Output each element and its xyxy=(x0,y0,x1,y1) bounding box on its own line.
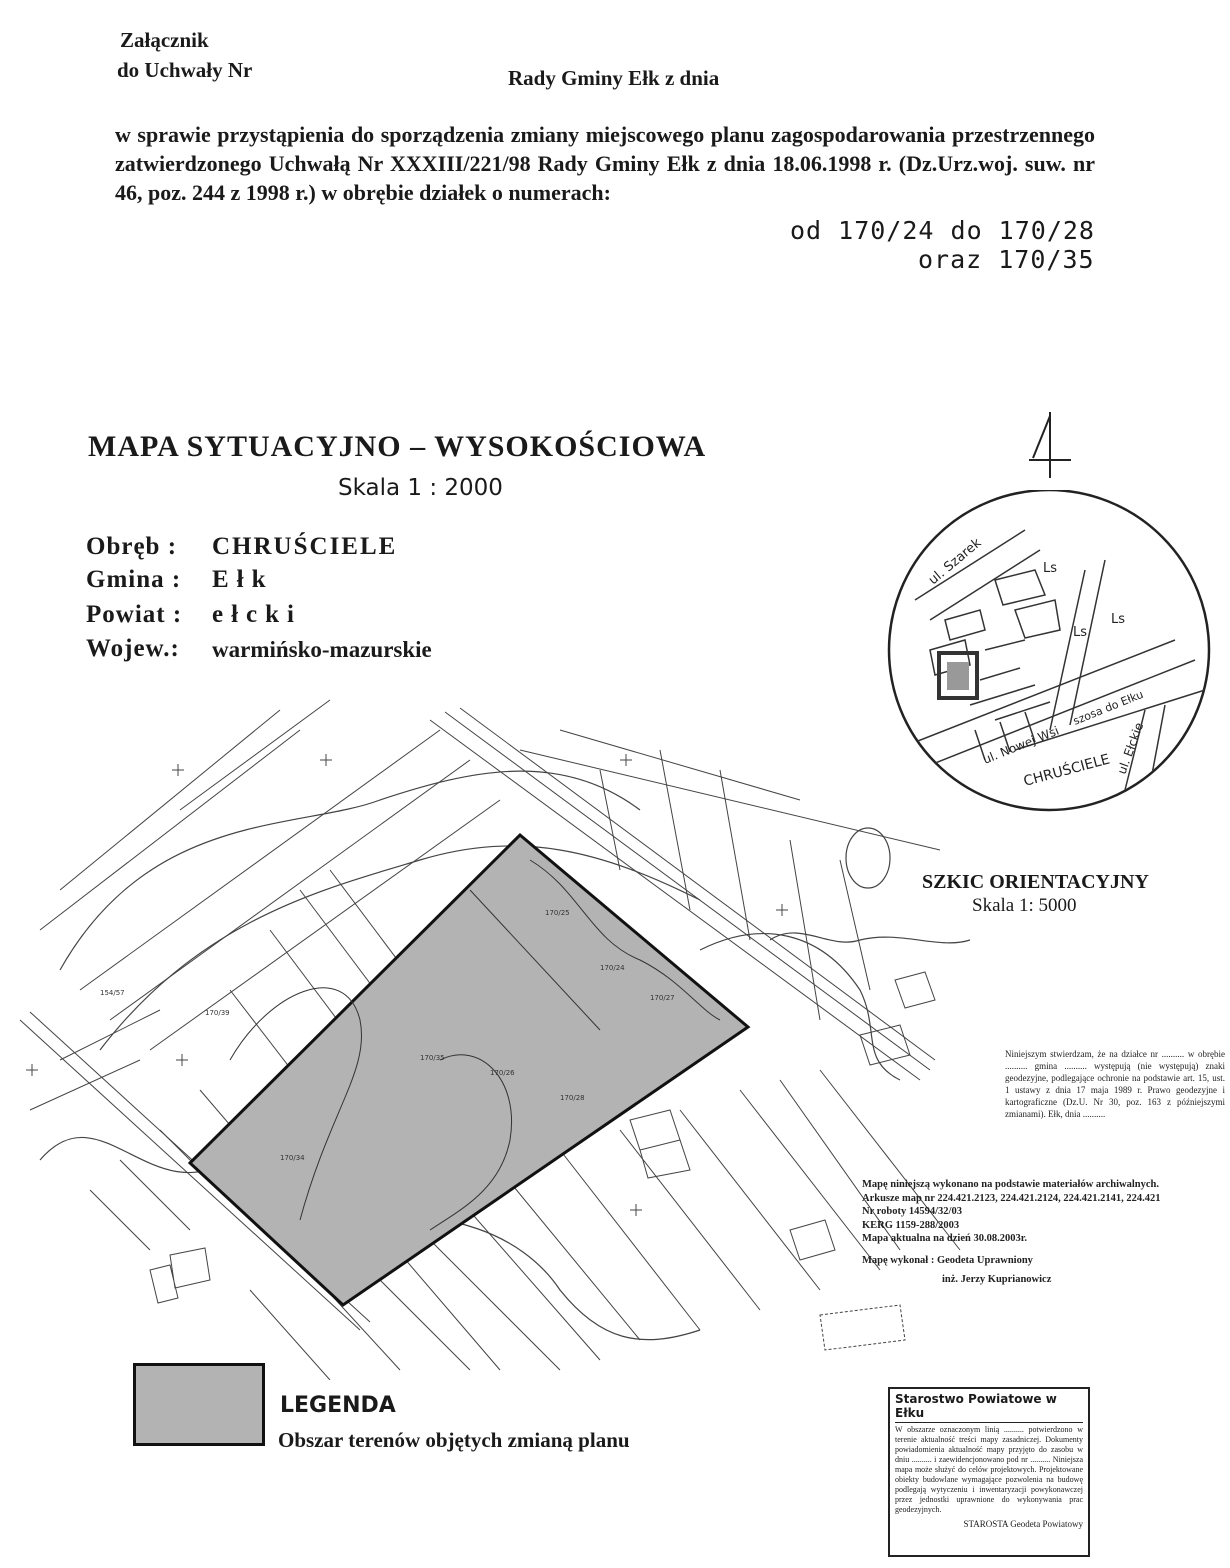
annex-label: Załącznik xyxy=(120,28,209,52)
svg-text:170/26: 170/26 xyxy=(490,1069,515,1077)
sketch-label-ls2: Ls xyxy=(1073,625,1088,640)
gmina-value: Ełk xyxy=(212,566,274,593)
svg-text:154/57: 154/57 xyxy=(100,989,125,997)
source-note xyxy=(862,1178,1228,1287)
sketch-label-street1: ul. Szarek xyxy=(925,535,985,589)
map-building xyxy=(630,1110,690,1178)
stamp-title: Starostwo Powiatowe w Ełku xyxy=(895,1392,1083,1423)
svg-text:170/27: 170/27 xyxy=(650,994,675,1002)
legend-title: LEGENDA xyxy=(280,1393,396,1418)
resolution-number-label: do Uchwały Nr xyxy=(117,58,253,82)
obreb-value: CHRUŚCIELE xyxy=(212,533,398,560)
map-scale: Skala 1 : 2000 xyxy=(338,475,503,501)
council-date-label: Rady Gminy Ełk z dnia xyxy=(508,66,720,90)
source-line-7: inż. Jerzy Kuprianowicz xyxy=(942,1274,1052,1285)
map-building xyxy=(790,1220,835,1260)
svg-text:170/28: 170/28 xyxy=(560,1094,585,1102)
sketch-label-street2: ul. Nowej Wsi xyxy=(980,723,1061,767)
powiat-label: Powiat : xyxy=(86,601,183,628)
source-line-4: KERG 1159-288/2003 xyxy=(862,1219,960,1231)
map-title: MAPA SYTUACYJNO – WYSOKOŚCIOWA xyxy=(88,430,707,463)
certification-note: Niniejszym stwierdzam, że na działce nr .......... w obrębie .......... gmina .......... występują (nie występują) znaki geodezyjne, podlegające ochronie na podstawie art. 15, ust. 1 ustawy z dnia 17 maja 1989 r. Prawo geodezyjne i kartograficzne (Dz.U. Nr 30, poz. 163 z późniejszymi zmianami). Ełk, dnia .......... xyxy=(1005,1049,1225,1119)
map-building xyxy=(150,1248,210,1303)
svg-text:170/35: 170/35 xyxy=(420,1054,445,1062)
stamp-body: W obszarze oznaczonym linią .......... potwierdzono w terenie aktualność treści mapy zasadniczej. Dokumenty powiadomienia aktualność mapy przyjęto do zasobu w dniu .......... i zaewidencjonowano pod nr .......... Niniejsza mapa może służyć do celów projektowych. Projektowane obiekty budowlane wymagające pozwolenia na budowę podlegają wytyczeniu i inwentaryzacji powykonawczej przez jednostki uprawnione do wykonywania prac geodezyjnych. xyxy=(895,1425,1083,1514)
legend-swatch xyxy=(133,1363,265,1446)
parcel-range: od 170/24 do 170/28 xyxy=(790,216,1095,245)
gmina-label: Gmina : xyxy=(86,566,182,593)
source-line-6: Mapę wykonał : Geodeta Uprawniony xyxy=(862,1254,1033,1266)
official-stamp xyxy=(888,1387,1090,1557)
source-line-2: Arkusze map nr 224.421.2123, 224.421.2124, 224.421.2141, 224.421 xyxy=(862,1192,1161,1204)
sketch-label-street3: ul. Ełckie xyxy=(1114,720,1147,777)
obreb-label: Obręb : xyxy=(86,533,178,560)
north-arrow-icon xyxy=(1025,408,1075,480)
situational-map xyxy=(0,690,1000,1380)
svg-text:170/39: 170/39 xyxy=(205,1009,230,1017)
wojew-label: Wojew.: xyxy=(86,635,180,662)
source-line-1: Mapę niniejszą wykonano na podstawie materiałów archiwalnych. xyxy=(862,1179,1160,1190)
svg-text:170/34: 170/34 xyxy=(280,1154,305,1162)
stamp-footer: STAROSTA Geodeta Powiatowy xyxy=(963,1519,1083,1529)
sketch-title: SZKIC ORIENTACYJNY xyxy=(922,871,1149,893)
svg-text:170/25: 170/25 xyxy=(545,909,570,917)
resolution-paragraph: w sprawie przystąpienia do sporządzenia zmiany miejscowego planu zagospodarowania przestrzennego zatwierdzonego Uchwałą Nr XXXIII/221/98 Rady Gminy Ełk z dnia 18.06.1998 r. (Dz.Urz.woj. suw. nr 46, poz. 244 z 1998 r.) w obrębie działek o numerach: xyxy=(115,122,1095,205)
sketch-label-road: szosa do Ełku xyxy=(1071,687,1146,728)
svg-text:170/24: 170/24 xyxy=(600,964,625,972)
legend-description: Obszar terenów objętych zmianą planu xyxy=(278,1428,630,1452)
parcel-extra: oraz 170/35 xyxy=(918,245,1095,274)
map-building xyxy=(895,972,935,1008)
map-building xyxy=(860,1025,910,1065)
sketch-label-village: CHRUŚCIELE xyxy=(1021,751,1112,790)
source-line-5: Mapa aktualna na dzień 30.08.2003r. xyxy=(862,1233,1028,1244)
plan-area xyxy=(190,835,748,1305)
powiat-value: ełcki xyxy=(212,601,302,628)
sketch-label-ls3: Ls xyxy=(1111,612,1126,627)
source-line-3: Nr roboty 14594/32/03 xyxy=(862,1206,962,1217)
wojew-value: warmińsko-mazurskie xyxy=(212,637,432,662)
sketch-scale: Skala 1: 5000 xyxy=(972,895,1077,916)
map-building xyxy=(820,1305,905,1350)
sketch-label-ls1: Ls xyxy=(1043,561,1058,576)
